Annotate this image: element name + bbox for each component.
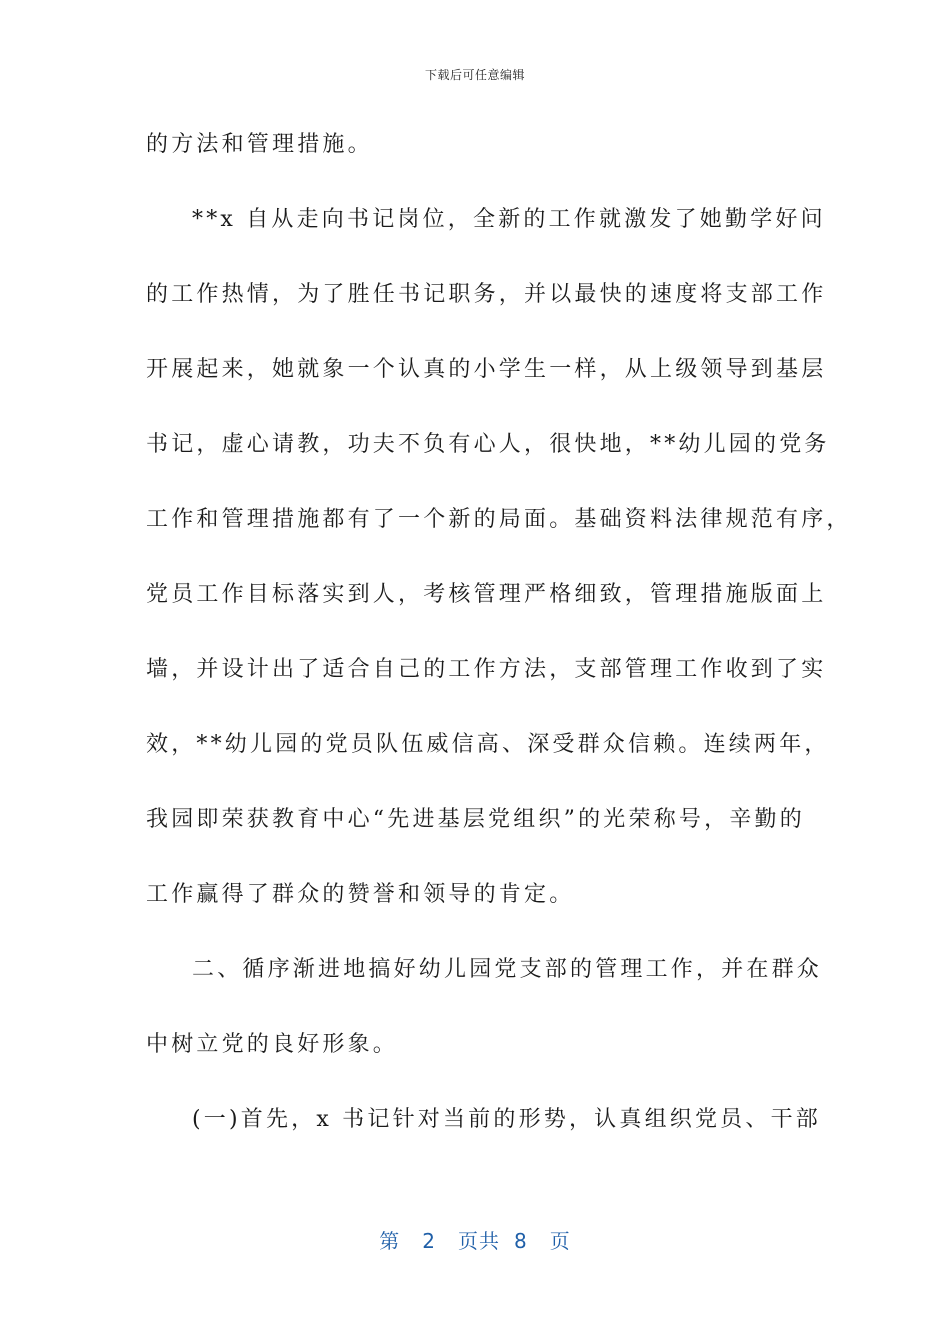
body-line: 的工作热情，为了胜任书记职务，并以最快的速度将支部工作: [146, 282, 827, 307]
body-line: 工作和管理措施都有了一个新的局面。基础资料法律规范有序，: [146, 507, 852, 532]
body-line: 墙，并设计出了适合自己的工作方法，支部管理工作收到了实: [146, 657, 827, 682]
body-line: 效，**幼儿园的党员队伍威信高、深受群众信赖。连续两年，: [146, 732, 830, 757]
document-body: [146, 127, 852, 1177]
body-line: 党员工作目标落实到人，考核管理严格细致，管理措施版面上: [146, 582, 827, 607]
body-line: 书记，虚心请教，功夫不负有心人，很快地，**幼儿园的党务: [146, 432, 830, 457]
body-line: 我园即荣获教育中心“先进基层党组织”的光荣称号，辛勤的: [146, 807, 805, 832]
body-line: 工作赢得了群众的赞誉和领导的肯定。: [146, 882, 575, 907]
body-line: 开展起来，她就象一个认真的小学生一样，从上级领导到基层: [146, 357, 827, 382]
paragraph-start-line: **x 自从走向书记岗位，全新的工作就激发了她勤学好问: [192, 207, 826, 232]
total-pages-number: 8: [514, 1229, 528, 1253]
footer-prefix: 第: [379, 1229, 401, 1253]
section-heading-line: 二、循序渐进地搞好幼儿园党支部的管理工作，并在群众: [192, 957, 823, 982]
footer-suffix: 页: [549, 1229, 571, 1253]
page-number-footer: [0, 1225, 950, 1254]
body-line: 的方法和管理措施。: [146, 132, 373, 157]
subsection-line: (一)首先，x 书记针对当前的形势，认真组织党员、干部: [192, 1107, 821, 1132]
download-edit-note: 下载后可任意编辑: [424, 68, 525, 82]
section-heading-line: 中树立党的良好形象。: [146, 1032, 399, 1057]
footer-middle: 页共: [458, 1229, 500, 1253]
current-page-number: 2: [422, 1229, 436, 1253]
